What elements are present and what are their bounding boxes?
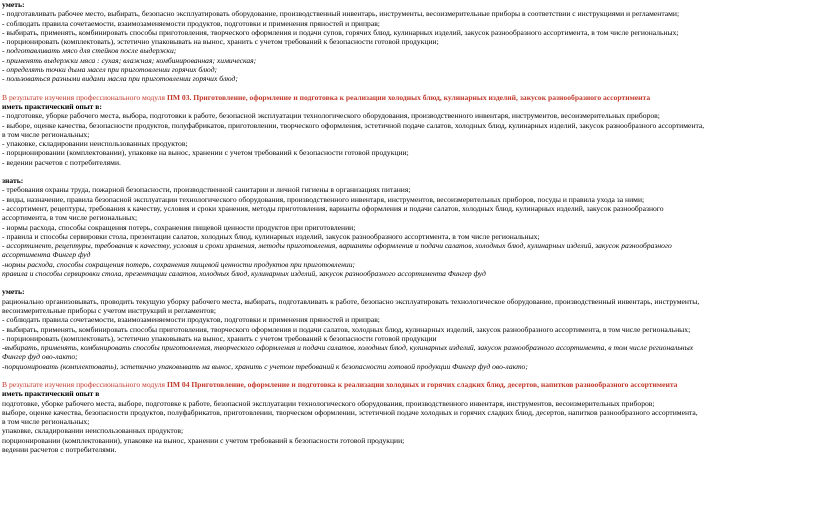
- experience-heading: иметь практический опыт в: [2, 389, 100, 399]
- list-item: Фингер фуд ово-лакто;: [2, 352, 78, 362]
- section-skills-hot-dishes: [0, 0, 816, 84]
- experience-heading: иметь практический опыт в:: [2, 101, 102, 111]
- list-item: в том числе региональных;: [2, 417, 90, 427]
- section-heading: уметь:: [2, 0, 25, 9]
- list-item: подготовке, уборке рабочего места, выборе, подготовке к работе, безопасной эксплуатации технологического оборудования, производственного инвентаря, инструментов, весоизмерительных приборов;: [2, 398, 655, 408]
- list-item: -нормы расхода, способы сокращения потерь, сохранения пищевой ценности продуктов при приготовлении;: [2, 259, 356, 269]
- list-item: - правила и способы сервировки стола, презентации салатов, холодных блюд, кулинарных изделий, закусок разнообразного ассортимента, в том числе региональных;: [2, 231, 540, 241]
- list-item: - нормы расхода, способы сокращения потерь, сохранения пищевой ценности продуктов при приготовлении;: [2, 222, 356, 232]
- module-header-prefix: В результате изучения профессионального модуля: [2, 92, 167, 102]
- list-item: - виды, назначение, правила безопасной эксплуатации технологического оборудования, производственного инвентаря, инструментов, весоизмерительных приборов, посуды и правила ухода за ними;: [2, 194, 645, 204]
- list-item: - выбирать, применять, комбинировать способы приготовления, творческого оформления и подачи супов, горячих блюд, кулинарных изделий, закусок разнообразного ассортимента, в том числе региональных;: [2, 27, 679, 37]
- knowledge-list: [0, 185, 816, 278]
- list-item: - ассортимент, рецептуры, требования к качеству, условия и сроки хранения, методы приготовления, варианты оформления и подачи салатов, холодных блюд, кулинарных изделий, закусок разнообразного: [2, 203, 664, 213]
- module-header-prefix: В результате изучения профессионального модуля: [2, 379, 167, 389]
- module-header: [0, 380, 816, 389]
- module-pm04: [0, 380, 816, 454]
- list-item: - порционировать (комплектовать), эстетично упаковывать на вынос, хранить с учетом требований к безопасности готовой продукции;: [2, 37, 439, 47]
- list-item: - подготовке, уборке рабочего места, выбора, подготовки к работе, безопасной эксплуатации технологического оборудования, производственного инвентаря, инструментов, весоизмерительных приборов;: [2, 111, 660, 121]
- skills-heading: уметь:: [2, 287, 25, 297]
- list-item: ассортимента Фингер фуд: [2, 250, 91, 260]
- list-item: в том числе региональных;: [2, 129, 90, 139]
- list-item: правила и способы сервировки стола, презентации салатов, холодных блюд, кулинарных изделий, закусок разнообразного ассортимента Фингер фуд: [2, 269, 486, 279]
- list-item: - выборе, оценке качества, безопасности продуктов, полуфабрикатов, приготовлении, творческого оформления, эстетичной подаче салатов, холодных блюд, кулинарных изделий, закусок разнообразного ассортимента,: [2, 120, 705, 130]
- module-pm03: [0, 93, 816, 371]
- experience-list: [0, 399, 816, 455]
- list-item: - требования охраны труда, пожарной безопасности, производственной санитарии и личной гигиены в организациях питания;: [2, 185, 411, 195]
- list-item: - соблюдать правила сочетаемости, взаимозаменяемости продуктов, подготовки и применения пряностей и приправ;: [2, 315, 380, 325]
- list-item: - пользоваться разными видами масла при приготовлении горячих блюд;: [2, 74, 238, 84]
- skills-list: [0, 297, 816, 371]
- list-item: выборе, оценке качества, безопасности продуктов, полуфабрикатов, приготовлении, творческом оформлении, эстетичной подаче холодных и горячих сладких блюд, десертов, напитков разнообразного ассортимента,: [2, 407, 698, 417]
- list-item: - упаковке, складировании неиспользованных продуктов;: [2, 139, 188, 149]
- module-title: ПМ 04 Приготовление, оформление и подготовка к реализации холодных и горячих сладких блюд, десертов, напитков разнообразного ассортимента: [166, 379, 678, 389]
- list-item: упаковке, складировании неиспользованных продуктов;: [2, 426, 184, 436]
- list-item: - определять точки дыма масел при приготовлении горячих блюд;: [2, 65, 218, 75]
- list-item: - соблюдать правила сочетаемости, взаимозаменяемости продуктов, подготовки и применения пряностей и приправ;: [2, 18, 380, 28]
- list-item: -выбирать, применять, комбинировать способы приготовления, творческого оформления и подачи салатов, холодных блюд, кулинарных изделий, закусок разнообразного ассортимента, в том числе региональных: [2, 343, 694, 353]
- list-item: ведении расчетов с потребителями.: [2, 445, 117, 455]
- list-item: порционировании (комплектовании), упаковке на вынос, хранении с учетом требований к безопасности готовой продукции;: [2, 435, 405, 445]
- list-item: - ведении расчетов с потребителями.: [2, 157, 121, 167]
- skills-list: [0, 9, 816, 83]
- experience-list: [0, 111, 816, 167]
- list-item: ассортимента, в том числе региональных;: [2, 213, 138, 223]
- list-item: - подготавливать мясо для стейков после выдержки;: [2, 46, 177, 56]
- list-item: - выбирать, применять, комбинировать способы приготовления, творческого оформления и подачи салатов, холодных блюд, кулинарных изделий, закусок разнообразного ассортимента, в том числе региональных;: [2, 324, 691, 334]
- list-item: рационально организовывать, проводить текущую уборку рабочего места, выбирать, подготавливать к работе, безопасно эксплуатировать технологическое оборудование, производственный инвентарь, инструменты,: [2, 296, 700, 306]
- list-item: - порционировать (комплектовать), эстетично упаковывать на вынос, хранить с учетом требований к безопасности готовой продукции: [2, 333, 437, 343]
- list-item: - ассортимент, рецептуры, требования к качеству, условия и сроки хранения, методы приготовления, варианты оформления и подачи салатов, холодных блюд, кулинарных изделий, закусок разнообразного: [2, 241, 672, 251]
- module-title: ПМ 03. Приготовление, оформление и подготовка к реализации холодных блюд, кулинарных изделий, закусок разнообразного ассортимента: [166, 92, 651, 102]
- module-header: [0, 93, 816, 102]
- list-item: -порционировать (комплектовать), эстетично упаковывать на вынос, хранить с учетом требований к безопасности готовой продукции Фингер фуд ово-лакто;: [2, 361, 528, 371]
- knowledge-heading: знать:: [2, 176, 24, 186]
- list-item: - применять выдержки мяса : сухая; влажная; комбинированная; химическая;: [2, 55, 257, 65]
- list-item: весоизмерительные приборы с учетом инструкций и регламентов;: [2, 305, 217, 315]
- list-item: - порционировании (комплектовании), упаковке на вынос, хранении с учетом требований к безопасности готовой продукции;: [2, 148, 409, 158]
- list-item: - подготавливать рабочее место, выбирать, безопасно эксплуатировать оборудование, производственный инвентарь, инструменты, весоизмерительные приборы в соответствии с инструкциями и регламентами;: [2, 9, 680, 19]
